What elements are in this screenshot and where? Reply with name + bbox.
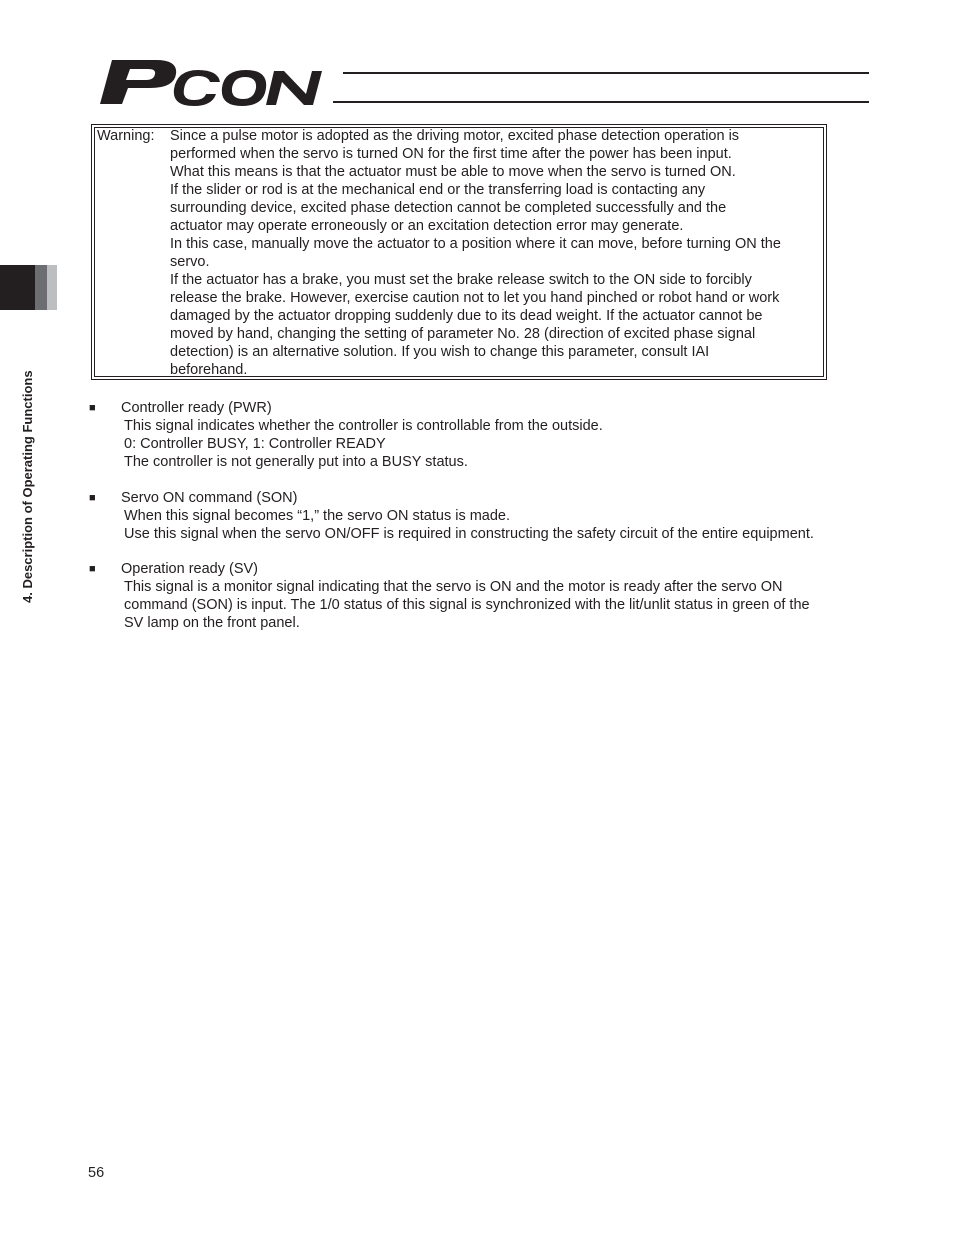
- warning-line: If the actuator has a brake, you must set the brake release switch to the ON side to forcibly: [170, 272, 752, 288]
- warning-line: beforehand.: [170, 362, 248, 378]
- section-body-son: [124, 507, 874, 543]
- section-title-pwr: Controller ready (PWR): [121, 400, 272, 416]
- svg-text:PCON: PCON: [98, 56, 101, 57]
- chapter-tab-light: [47, 265, 57, 310]
- warning-line: detection) is an alternative solution. If you wish to change this parameter, consult IAI: [170, 344, 710, 360]
- page-number: 56: [88, 1165, 105, 1181]
- section-line: This signal indicates whether the controller is controllable from the outside.: [124, 418, 603, 434]
- section-body-sv: [124, 578, 874, 632]
- section-line: Use this signal when the servo ON/OFF is required in constructing the safety circuit of the entire equipment.: [124, 526, 814, 542]
- warning-line: In this case, manually move the actuator to a position where it can move, before turning ON the: [170, 236, 781, 252]
- section-body-pwr: [124, 417, 874, 471]
- bullet-icon: ■: [89, 492, 96, 504]
- header-rule-bottom: [333, 101, 869, 103]
- warning-line: What this means is that the actuator must be able to move when the servo is turned ON.: [170, 164, 736, 180]
- chapter-tab-dark: [0, 265, 35, 310]
- warning-line: release the brake. However, exercise caution not to let you hand pinched or robot hand or work: [170, 290, 780, 306]
- chapter-side-label: 4. Description of Operating Functions: [20, 370, 35, 603]
- section-line: This signal is a monitor signal indicating that the servo is ON and the motor is ready after the servo ON: [124, 579, 783, 595]
- section-line: The controller is not generally put into a BUSY status.: [124, 454, 468, 470]
- section-line: command (SON) is input. The 1/0 status of this signal is synchronized with the lit/unlit status in green of the: [124, 597, 810, 613]
- bullet-icon: ■: [89, 563, 96, 575]
- warning-text: [170, 127, 825, 379]
- section-title-sv: Operation ready (SV): [121, 561, 259, 577]
- warning-line: If the slider or rod is at the mechanical end or the transferring load is contacting any: [170, 182, 706, 198]
- warning-line: surrounding device, excited phase detection cannot be completed successfully and the: [170, 200, 727, 216]
- warning-line: servo.: [170, 254, 210, 270]
- pcon-logo: [98, 56, 338, 108]
- warning-line: damaged by the actuator dropping suddenly due to its dead weight. If the actuator cannot be: [170, 308, 763, 324]
- warning-label: Warning:: [97, 128, 155, 144]
- warning-line: performed when the servo is turned ON for the first time after the power has been input.: [170, 146, 732, 162]
- bullet-icon: ■: [89, 402, 96, 414]
- warning-line: actuator may operate erroneously or an excitation detection error may generate.: [170, 218, 684, 234]
- warning-line: Since a pulse motor is adopted as the driving motor, excited phase detection operation is: [170, 128, 740, 144]
- header-rule-top: [343, 72, 869, 74]
- warning-line: moved by hand, changing the setting of parameter No. 28 (direction of excited phase signal: [170, 326, 756, 342]
- section-title-son: Servo ON command (SON): [121, 490, 298, 506]
- chapter-tab-mid: [35, 265, 47, 310]
- section-line: SV lamp on the front panel.: [124, 615, 300, 631]
- section-line: 0: Controller BUSY, 1: Controller READY: [124, 436, 386, 452]
- section-line: When this signal becomes “1,” the servo ON status is made.: [124, 508, 511, 524]
